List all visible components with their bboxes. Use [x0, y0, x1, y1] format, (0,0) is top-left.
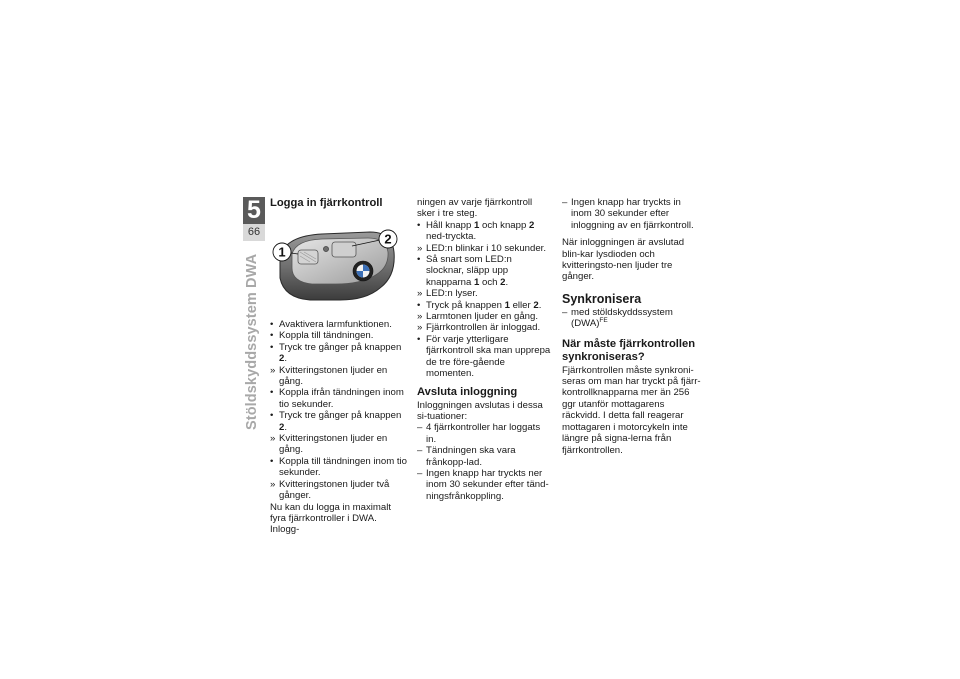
bullet-marker: •	[270, 341, 274, 353]
text-run: Kvitteringstonen ljuder en gång.	[279, 433, 388, 456]
chapter-number: 5	[247, 196, 261, 224]
login-lead-text: ningen av varje fjärrkontroll sker i tre steg.	[417, 197, 533, 220]
result-marker: »	[417, 322, 423, 334]
button-reference: 1	[474, 276, 480, 288]
step-text	[279, 365, 408, 388]
text-run: Fjärrkontrollen är inloggad.	[426, 322, 541, 334]
text-run: Tryck tre gånger på knappen	[279, 341, 402, 353]
text-run: Kvitteringstonen ljuder en gång.	[279, 364, 388, 388]
text-run: eller	[509, 299, 534, 311]
text-run: Så snart som LED:n slocknar, släpp upp knapparna	[426, 254, 512, 288]
step-text	[426, 288, 551, 299]
list-item	[417, 422, 551, 445]
text-run: .	[284, 353, 288, 365]
result-marker: »	[417, 288, 423, 300]
result-marker: »	[270, 478, 276, 490]
button-reference: 1	[504, 299, 510, 311]
text-run: För varje ytterligare fjärrkontroll ska man upprepa de tre före-gående momenten.	[426, 333, 551, 380]
bullet-marker: •	[417, 299, 421, 311]
side-chapter-title: Stöldskyddssystem DWA	[244, 253, 260, 430]
step-text	[279, 410, 408, 433]
remote-key-figure	[270, 214, 406, 310]
button-reference: 2	[528, 219, 535, 231]
list-item	[270, 479, 408, 502]
login-tail-text: Nu kan du logga in maximalt fyra fjärrkontroller i DWA. Inlogg-	[270, 501, 392, 536]
when-sync-paragraph: Fjärrkontrollen måste synkroni-seras om man har tryckt på fjärr-kontrollknapparna mer än 256 ggr utanför mottagarens räckvidd. I detta fall reagerar mottagaren i motorcykeln inte längre på signa-lerna från fjärrkontrollen.	[562, 364, 701, 456]
bmw-logo-icon	[353, 261, 373, 281]
column-2	[417, 197, 551, 502]
step-text	[426, 243, 551, 254]
button-reference: 2	[500, 276, 506, 288]
step-text	[279, 387, 408, 410]
heading-login-remote: Logga in fjärrkontroll	[270, 197, 383, 209]
bullet-marker: •	[417, 333, 421, 345]
chapter-tab	[243, 197, 265, 241]
list-item	[270, 342, 408, 365]
text-run: Tryck tre gånger på knappen	[279, 410, 402, 422]
text-run: Koppla ifrån tändningen inom tio sekunder.	[279, 387, 404, 410]
list-item	[270, 387, 408, 410]
remote-key-illustration	[270, 214, 406, 310]
text-run: och	[479, 276, 501, 288]
list-item	[417, 445, 551, 468]
list-item	[417, 334, 551, 380]
end-login-conditions	[417, 422, 551, 502]
text-run: ned-tryckta.	[426, 231, 477, 243]
dash-marker: –	[417, 445, 423, 457]
heading-when-sync: När måste fjärrkontrollen synkroniseras?	[562, 337, 696, 363]
dash-marker: –	[417, 422, 423, 434]
result-marker: »	[270, 364, 276, 376]
text-run: och knapp	[479, 219, 529, 231]
step-text	[279, 433, 408, 456]
dash-marker: –	[562, 306, 568, 318]
condition-text: Ingen knapp har tryckts in inom 30 sekunder efter inloggning av en fjärrkontroll.	[571, 197, 694, 231]
end-login-intro: Inloggningen avslutas i dessa si-tuationer:	[417, 399, 543, 422]
step-text	[279, 456, 408, 479]
text-run: LED:n blinkar i 10 sekunder.	[426, 242, 546, 254]
step-text	[426, 334, 551, 380]
list-item	[417, 288, 551, 299]
result-marker: »	[417, 311, 423, 323]
led-icon	[323, 246, 328, 251]
result-marker: »	[417, 242, 423, 254]
bullet-marker: •	[270, 330, 274, 342]
callout-1: 1	[278, 244, 286, 260]
list-item	[417, 254, 551, 288]
text-run: Kvitteringstonen ljuder två gånger.	[279, 478, 390, 502]
text-run: .	[284, 421, 288, 433]
list-item	[270, 319, 408, 330]
list-item	[270, 410, 408, 433]
text-run: Larmtonen ljuder en gång.	[426, 311, 539, 323]
condition-text: 4 fjärrkontroller har loggats in.	[426, 422, 541, 445]
button-reference: 2	[279, 421, 285, 433]
result-marker: »	[270, 433, 276, 445]
heading-end-login: Avsluta inloggning	[417, 385, 518, 398]
end-login-paragraph: När inloggningen är avslutad blin-kar lysdioden och kvitteringsto-nen ljuder tre gånger.	[562, 237, 685, 283]
login-steps-list-2	[417, 220, 551, 380]
text-run: Koppla till tändningen.	[279, 330, 374, 342]
text-run: Avaktivera larmfunktionen.	[279, 319, 392, 330]
step-text	[426, 322, 551, 333]
condition-text: Tändningen ska vara frånkopp-lad.	[426, 445, 516, 468]
column-1	[270, 197, 408, 536]
button-2	[332, 242, 356, 257]
bullet-marker: •	[270, 319, 274, 330]
sync-superscript: FE	[599, 317, 608, 325]
list-item	[270, 365, 408, 388]
list-item	[417, 220, 551, 243]
step-text	[426, 220, 551, 243]
bullet-marker: •	[270, 410, 274, 422]
bullet-marker: •	[417, 254, 421, 266]
step-text	[279, 319, 408, 330]
text-run: Tryck på knappen	[426, 299, 505, 311]
text-run: LED:n lyser.	[426, 288, 478, 300]
text-run: Håll knapp	[426, 219, 474, 231]
dash-marker: –	[562, 197, 568, 208]
list-item	[270, 330, 408, 341]
bullet-marker: •	[270, 455, 274, 467]
text-run: .	[505, 276, 509, 288]
bullet-marker: •	[417, 219, 421, 231]
text-run: .	[538, 299, 542, 311]
step-text	[426, 300, 551, 311]
step-text	[279, 342, 408, 365]
text-run: Koppla till tändningen inom tio sekunder.	[279, 455, 408, 479]
list-item	[417, 322, 551, 333]
page-number: 66	[243, 224, 265, 241]
login-steps-list	[270, 319, 408, 502]
list-item	[417, 300, 551, 311]
list-item	[270, 433, 408, 456]
list-item	[562, 307, 702, 330]
list-item	[270, 456, 408, 479]
step-text	[426, 311, 551, 322]
step-text	[426, 254, 551, 288]
dash-marker: –	[417, 467, 423, 479]
list-item	[417, 243, 551, 254]
callout-2: 2	[384, 231, 392, 247]
condition-text: Ingen knapp har tryckts ner inom 30 sekunder efter tänd-ningsfrånkoppling.	[426, 467, 549, 502]
button-reference: 2	[533, 299, 539, 311]
list-item	[417, 311, 551, 322]
heading-synchronize: Synkronisera	[562, 291, 642, 306]
sync-item-text: med stöldskyddssystem (DWA)	[571, 306, 673, 330]
bullet-marker: •	[270, 387, 274, 399]
list-item	[417, 468, 551, 502]
list-item	[562, 197, 702, 231]
button-1	[298, 250, 318, 264]
step-text	[279, 330, 408, 341]
step-text	[279, 479, 408, 502]
button-reference: 1	[474, 219, 480, 231]
column-3	[562, 197, 702, 456]
button-reference: 2	[279, 353, 285, 365]
